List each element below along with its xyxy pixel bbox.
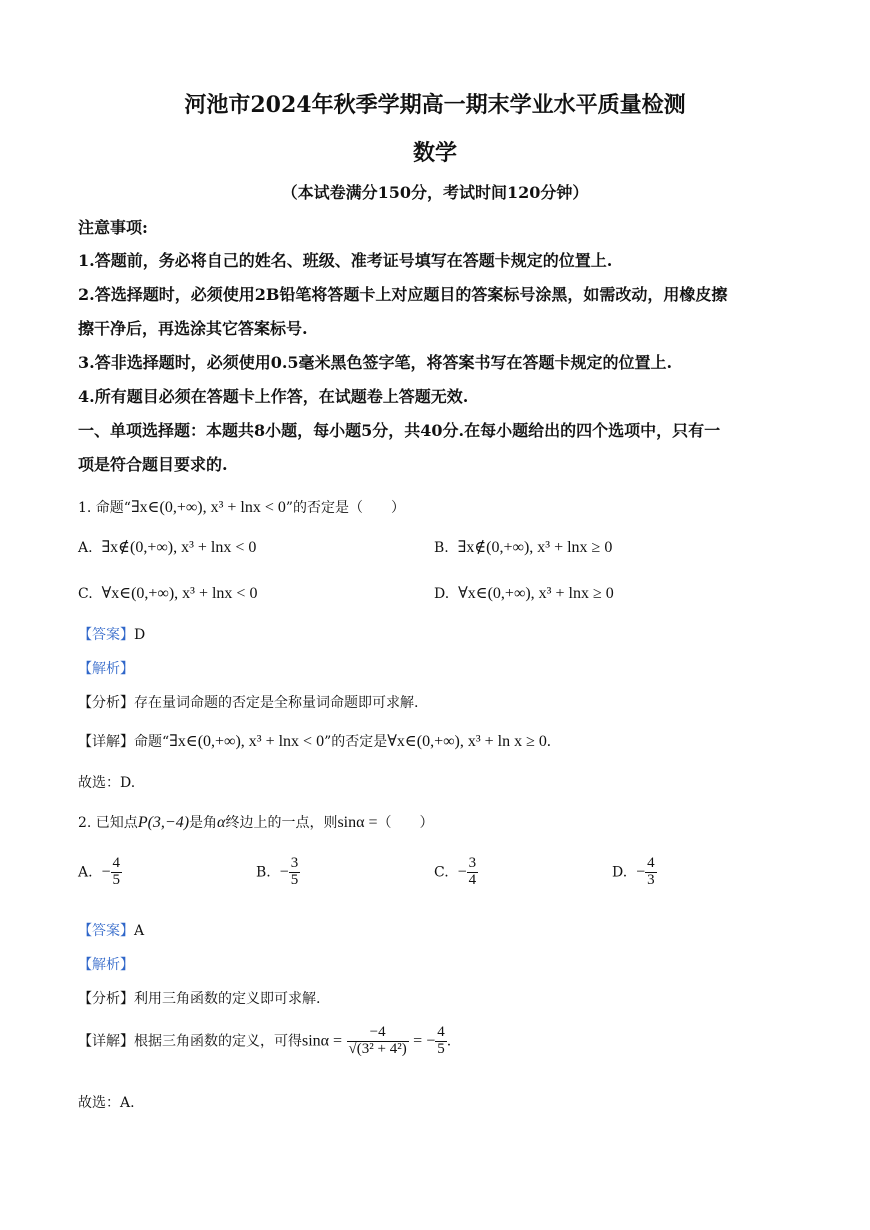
question-1-suffix: ”的否定是（ ） — [285, 500, 406, 516]
question-1-stem — [78, 497, 405, 517]
q2-answer — [78, 920, 144, 940]
q2-fenxi — [78, 988, 320, 1008]
fenxi-tag: 【分析】 — [78, 991, 134, 1007]
detail-tag: 【详解】 — [78, 734, 134, 750]
detail-end: . — [446, 1033, 452, 1050]
q2-option-c — [434, 856, 478, 889]
q1-analysis-tag: 【解析】 — [78, 661, 134, 677]
fraction-denominator: 3 — [647, 871, 655, 888]
answer-value: D — [134, 627, 146, 643]
q2-option-d — [612, 856, 657, 889]
q1-option-d — [434, 583, 614, 603]
option-label: C. — [78, 586, 93, 602]
option-expr: ∀x∈(0,+∞), x³ + lnx < 0 — [101, 585, 258, 602]
q1-option-b — [434, 537, 612, 557]
option-fraction — [645, 856, 657, 889]
option-label: A. — [78, 540, 93, 556]
option-label: C. — [434, 864, 449, 881]
q2-choose: 故选：A. — [78, 1095, 135, 1111]
option-fraction — [467, 856, 479, 889]
fraction-numerator: 4 — [437, 1024, 445, 1040]
fenxi-text: 存在量词命题的否定是全称量词命题即可求解. — [134, 695, 419, 711]
q1-option-a — [78, 537, 256, 557]
question-2-suffix: （ ） — [377, 815, 434, 831]
detail-mid: ”的否定是 — [324, 734, 388, 750]
option-fraction — [111, 856, 123, 889]
fraction-numerator: 3 — [290, 855, 299, 871]
option-fraction — [289, 856, 301, 889]
section-heading-line2: 项是符合题目要求的. — [78, 455, 228, 474]
option-label: D. — [612, 864, 628, 881]
fraction-denominator: 5 — [112, 871, 120, 888]
detail-text: 根据三角函数的定义，可得 — [134, 1033, 302, 1050]
option-expr: ∀x∈(0,+∞), x³ + lnx ≥ 0 — [458, 585, 614, 602]
fenxi-tag: 【分析】 — [78, 695, 134, 711]
question-2-stem — [78, 812, 434, 832]
option-sign: − — [101, 863, 111, 881]
detail-equals: = − — [413, 1032, 436, 1050]
fraction-denominator: 5 — [437, 1040, 445, 1057]
notes-heading: 注意事项: — [78, 218, 148, 237]
detail-fraction-2 — [435, 1025, 447, 1058]
note-item-2: 2.答选择题时，必须使用2B铅笔将答题卡上对应题目的答案标号涂黑，如需改动，用橡皮擦 — [78, 285, 728, 304]
q2-analysis-tag: 【解析】 — [78, 957, 134, 973]
fraction-denominator: √(3² + 4²) — [348, 1040, 407, 1057]
option-label: D. — [434, 586, 450, 602]
q1-option-c — [78, 583, 257, 603]
subject-title: 数学 — [412, 140, 457, 166]
fraction-denominator: 5 — [290, 871, 299, 888]
option-label: B. — [434, 540, 449, 556]
sin-expr: sinα = — [337, 814, 378, 831]
option-sign: − — [457, 863, 467, 881]
option-expr: ∃x∉(0,+∞), x³ + lnx < 0 — [101, 539, 257, 556]
option-sign: − — [279, 863, 289, 881]
fraction-numerator: −4 — [347, 1025, 409, 1042]
detail-lhs: sinα = — [302, 1032, 343, 1050]
detail-tag: 【详解】 — [78, 1033, 134, 1050]
answer-value: A — [134, 923, 145, 939]
section-heading-line1: 一、单项选择题：本题共8小题，每小题5分，共40分.在每小题给出的四个选项中，只有一 — [78, 421, 721, 440]
question-1-prefix: 1. 命题“ — [78, 500, 131, 516]
answer-tag: 【答案】 — [78, 923, 134, 939]
option-expr: ∃x∉(0,+∞), x³ + lnx ≥ 0 — [457, 539, 613, 556]
option-label: B. — [256, 864, 271, 881]
note-item-1: 1.答题前，务必将自己的姓名、班级、准考证号填写在答题卡规定的位置上. — [78, 251, 613, 270]
note-item-2-cont: 擦干净后，再选涂其它答案标号. — [78, 319, 308, 338]
q2-option-a — [78, 856, 122, 889]
note-item-3: 3.答非选择题时，必须使用0.5毫米黑色签字笔，将答案书写在答题卡规定的位置上. — [78, 353, 673, 372]
option-sign: − — [636, 863, 646, 881]
q2-option-b — [256, 856, 300, 889]
question-2-mid1: 是角 — [189, 815, 218, 831]
exam-info: （本试卷满分150分，考试时间120分钟） — [281, 183, 589, 202]
fraction-numerator: 3 — [468, 855, 477, 871]
note-item-4: 4.所有题目必须在答题卡上作答，在试题卷上答题无效. — [78, 387, 469, 406]
fraction-numerator: 4 — [112, 855, 120, 871]
q2-detail — [78, 1025, 451, 1058]
fenxi-text: 利用三角函数的定义即可求解. — [134, 991, 321, 1007]
question-1-expr: ∃x∈(0,+∞), x³ + lnx < 0 — [130, 499, 286, 516]
q1-choose: 故选：D. — [78, 775, 136, 791]
detail-prefix: 命题“ — [134, 734, 170, 750]
option-label: A. — [78, 864, 93, 881]
alpha-symbol: α — [217, 814, 226, 831]
q1-detail — [78, 731, 551, 751]
point-expr: P(3,−4) — [137, 814, 190, 831]
detail-fraction-1 — [347, 1025, 409, 1058]
question-2-mid2: 终边上的一点，则 — [225, 815, 338, 831]
q1-fenxi — [78, 692, 418, 712]
question-2-prefix: 2. 已知点 — [78, 815, 138, 831]
answer-tag: 【答案】 — [78, 627, 134, 643]
detail-expr-2: ∀x∈(0,+∞), x³ + ln x ≥ 0. — [387, 733, 551, 750]
detail-expr-1: ∃x∈(0,+∞), x³ + lnx < 0 — [169, 733, 325, 750]
q1-answer — [78, 624, 145, 644]
exam-title: 河池市2024年秋季学期高一期末学业水平质量检测 — [184, 92, 686, 118]
fraction-denominator: 4 — [468, 871, 477, 888]
fraction-numerator: 4 — [647, 855, 655, 871]
